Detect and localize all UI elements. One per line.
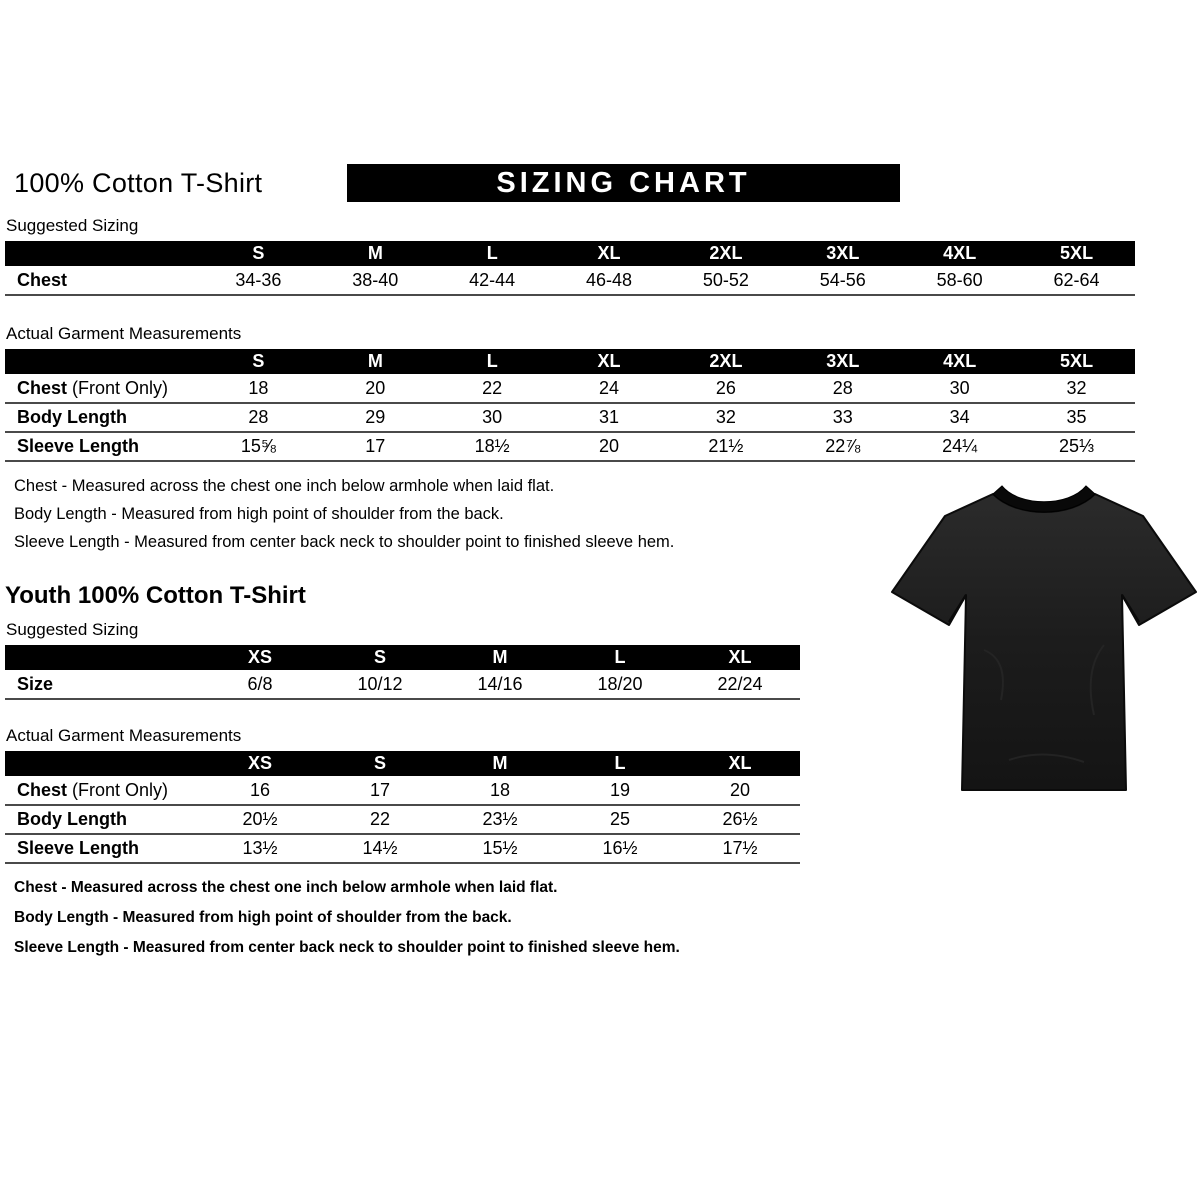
row-label: Body Length	[5, 403, 200, 432]
size-cell: 34	[901, 403, 1018, 432]
size-cell: 10/12	[320, 670, 440, 699]
size-cell: 62-64	[1018, 266, 1135, 295]
youth-measurement-notes	[14, 879, 1200, 957]
youth-actual-section-label: Actual Garment Measurements	[6, 726, 242, 745]
table-row-chest	[5, 266, 1135, 295]
row-label: Chest (Front Only)	[5, 776, 200, 805]
size-cell: 31	[551, 403, 668, 432]
table-row-size	[5, 670, 800, 699]
size-cell: 32	[668, 403, 785, 432]
size-cell: 17	[317, 432, 434, 461]
empty-header-cell	[5, 751, 200, 776]
size-cell: 46-48	[551, 266, 668, 295]
size-cell: 14½	[320, 834, 440, 863]
size-cell: 22	[320, 805, 440, 834]
page-title: 100% Cotton T-Shirt	[14, 168, 263, 198]
size-cell: 18	[440, 776, 560, 805]
column-header-xl: XL	[728, 753, 752, 773]
empty-header-cell	[5, 349, 200, 374]
column-header-3xl: 3XL	[826, 243, 860, 263]
size-cell: 22/24	[680, 670, 800, 699]
adult-suggested-table	[5, 241, 1135, 296]
row-label: Chest	[5, 266, 200, 295]
row-label: Sleeve Length	[5, 432, 200, 461]
sizing-chart-banner: SIZING CHART	[347, 164, 900, 202]
size-cell: 24¼	[901, 432, 1018, 461]
column-header-m: M	[367, 351, 383, 371]
table-row-sleeve-length	[5, 834, 800, 863]
table-row-chest-front-only	[5, 776, 800, 805]
column-header-m: M	[492, 753, 508, 773]
size-cell: 21½	[668, 432, 785, 461]
size-cell: 23½	[440, 805, 560, 834]
size-cell: 18½	[434, 432, 551, 461]
black-tshirt-graphic	[888, 470, 1200, 810]
column-header-s: S	[373, 647, 386, 667]
note-body-length: Body Length - Measured from high point of shoulder from the back.	[14, 505, 504, 523]
header-row	[5, 241, 1135, 266]
size-cell: 28	[200, 403, 317, 432]
size-cell: 26	[668, 374, 785, 403]
column-header-xl: XL	[728, 647, 752, 667]
size-cell: 30	[901, 374, 1018, 403]
note-sleeve-length: Sleeve Length - Measured from center back neck to shoulder point to finished sleeve hem.	[14, 939, 680, 956]
note-chest: Chest - Measured across the chest one inch below armhole when laid flat.	[14, 477, 555, 495]
size-cell: 16	[200, 776, 320, 805]
youth-suggested-section-label: Suggested Sizing	[6, 620, 139, 639]
table-row-body-length	[5, 403, 1135, 432]
tshirt-image	[888, 470, 1200, 810]
header-row	[5, 349, 1135, 374]
table-row-chest-front-only	[5, 374, 1135, 403]
size-cell: 15⅝	[200, 432, 317, 461]
size-cell: 19	[560, 776, 680, 805]
header-row	[5, 645, 800, 670]
size-cell: 6/8	[200, 670, 320, 699]
column-header-s: S	[252, 351, 265, 371]
column-header-l: L	[486, 243, 498, 263]
size-cell: 25⅓	[1018, 432, 1135, 461]
adult-actual-section-label: Actual Garment Measurements	[6, 324, 242, 343]
size-cell: 28	[784, 374, 901, 403]
youth-suggested-table	[5, 645, 800, 700]
note-sleeve-length: Sleeve Length - Measured from center back neck to shoulder point to finished sleeve hem.	[14, 533, 675, 551]
column-header-l: L	[614, 753, 626, 773]
column-header-m: M	[367, 243, 383, 263]
column-header-xs: XS	[247, 647, 272, 667]
note-chest: Chest - Measured across the chest one inch below armhole when laid flat.	[14, 879, 558, 896]
size-cell: 33	[784, 403, 901, 432]
column-header-4xl: 4XL	[943, 243, 977, 263]
size-cell: 20	[551, 432, 668, 461]
size-cell: 17½	[680, 834, 800, 863]
size-cell: 20½	[200, 805, 320, 834]
row-label: Size	[5, 670, 200, 699]
column-header-2xl: 2XL	[709, 351, 743, 371]
adult-actual-table	[5, 349, 1135, 462]
table-row-body-length	[5, 805, 800, 834]
column-header-xl: XL	[597, 243, 621, 263]
column-header-m: M	[492, 647, 508, 667]
column-header-5xl: 5XL	[1060, 243, 1094, 263]
size-cell: 20	[317, 374, 434, 403]
size-cell: 30	[434, 403, 551, 432]
column-header-s: S	[373, 753, 386, 773]
size-cell: 20	[680, 776, 800, 805]
column-header-5xl: 5XL	[1060, 351, 1094, 371]
header-row	[5, 751, 800, 776]
size-cell: 35	[1018, 403, 1135, 432]
size-cell: 29	[317, 403, 434, 432]
youth-title: Youth 100% Cotton T-Shirt	[5, 582, 306, 609]
empty-header-cell	[5, 645, 200, 670]
size-cell: 17	[320, 776, 440, 805]
column-header-l: L	[614, 647, 626, 667]
table-row-sleeve-length	[5, 432, 1135, 461]
page-header	[0, 166, 1200, 206]
column-header-2xl: 2XL	[709, 243, 743, 263]
size-cell: 18/20	[560, 670, 680, 699]
size-cell: 13½	[200, 834, 320, 863]
size-cell: 22	[434, 374, 551, 403]
size-cell: 34-36	[200, 266, 317, 295]
column-header-s: S	[252, 243, 265, 263]
size-cell: 15½	[440, 834, 560, 863]
size-cell: 18	[200, 374, 317, 403]
size-cell: 38-40	[317, 266, 434, 295]
column-header-xs: XS	[247, 753, 272, 773]
row-label: Body Length	[5, 805, 200, 834]
row-label: Chest (Front Only)	[5, 374, 200, 403]
row-label: Sleeve Length	[5, 834, 200, 863]
size-cell: 25	[560, 805, 680, 834]
column-header-l: L	[486, 351, 498, 371]
size-cell: 58-60	[901, 266, 1018, 295]
size-cell: 16½	[560, 834, 680, 863]
column-header-xl: XL	[597, 351, 621, 371]
size-cell: 32	[1018, 374, 1135, 403]
size-cell: 54-56	[784, 266, 901, 295]
size-cell: 26½	[680, 805, 800, 834]
size-cell: 24	[551, 374, 668, 403]
size-cell: 42-44	[434, 266, 551, 295]
note-body-length: Body Length - Measured from high point of shoulder from the back.	[14, 909, 512, 926]
size-cell: 50-52	[668, 266, 785, 295]
size-cell: 22⅞	[784, 432, 901, 461]
adult-suggested-section-label: Suggested Sizing	[6, 216, 139, 235]
empty-header-cell	[5, 241, 200, 266]
column-header-3xl: 3XL	[826, 351, 860, 371]
column-header-4xl: 4XL	[943, 351, 977, 371]
size-cell: 14/16	[440, 670, 560, 699]
youth-actual-table	[5, 751, 800, 864]
